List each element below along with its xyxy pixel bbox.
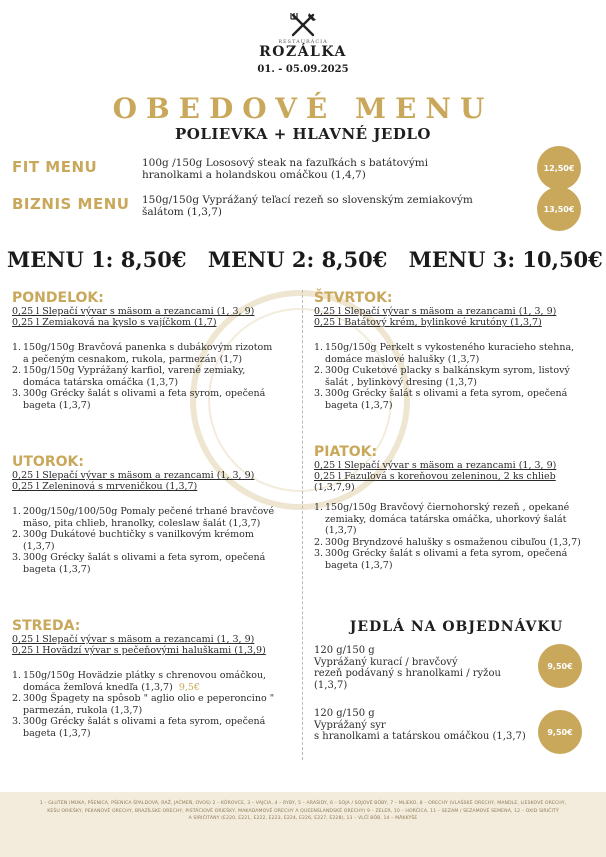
dish-list <box>314 502 599 571</box>
soup-item: 0,25 l Fazuľová s koreňovou zeleninou, 2 ks chlieb <box>314 471 556 482</box>
soup-item: 0,25 l Slepačí vývar s mäsom a rezancami (1, 3, 9) <box>314 460 557 471</box>
day-section-piatok <box>314 444 599 571</box>
dish-item: 3. 300g Grécky šalát s olivami a feta syrom, opečená bageta (1,3,7) <box>12 552 266 575</box>
dish-item: 1. 150g/150g Hovädzie plátky s chrenovou omáčkou, domáca žemľová knedľa (1,3,7) 9,5€ <box>12 670 267 693</box>
crossed-fork-knife-icon <box>287 12 319 38</box>
dish-list <box>12 342 297 411</box>
column-divider <box>302 290 303 760</box>
dish-item: 2. 300g Špagety na spôsob " aglio olio e peperoncino " parmezán, rukola (1,3,7) <box>12 693 275 716</box>
day-title: STREDA: <box>12 618 81 634</box>
dish-item: 2. 300g Dukátové buchtičky s vanilkovým krémom (1,3,7) <box>12 529 254 552</box>
brand-subtitle: RESTAURÁCIA <box>278 39 328 45</box>
order-item: 120 g/150 g Vyprážaný syr s hranolkami a tatárskou omáčkou (1,3,7) <box>314 708 526 742</box>
order-item-price: 9,50€ <box>538 710 582 754</box>
menu-3-price: MENU 3: 10,50€ <box>408 247 603 272</box>
dish-list <box>12 670 297 739</box>
day-title: PONDELOK: <box>12 290 104 306</box>
fit-menu-price: 12,50€ <box>537 146 581 190</box>
dish-price: 9,5€ <box>178 681 200 693</box>
dish-list <box>314 342 599 411</box>
dish-item: 2. 300g Bryndzové halušky s osmaženou cibuľou (1,3,7) <box>314 536 581 548</box>
fit-menu-description: 100g /150g Lososový steak na fazuľkách s batátovými hranolkami a holandskou omáčkou (1,4,7) <box>142 157 429 181</box>
day-section-streda <box>12 618 297 739</box>
dish-list <box>12 506 297 575</box>
dish-item: 1. 150g/150g Bravčový čiernohorský rezeň , opekané zemiaky, domáca tatárska omáčka, uhorkový šalát (1,3,7) <box>314 502 570 536</box>
day-title: ŠTVRTOK: <box>314 290 393 306</box>
dish-item: 3. 300g Grécky šalát s olivami a feta syrom, opečená bageta (1,3,7) <box>12 716 266 739</box>
soup-item: 0,25 l Batátový krém, bylinkové krutóny (1,3,7) <box>314 317 542 328</box>
soup-allergens: (1,3,7,9) <box>314 482 355 493</box>
soup-item: 0,25 l Hovädzí vývar s pečeňovými haluškami (1,3,9) <box>12 645 266 656</box>
day-title: PIATOK: <box>314 444 378 460</box>
dish-item: 1. 150g/150g Perkelt s vykosteného kuracieho stehna, domáce maslové halušky (1,3,7) <box>314 342 575 365</box>
menu-prices-row <box>0 247 606 272</box>
dish-item: 3. 300g Grécky šalát s olivami a feta syrom, opečená bageta (1,3,7) <box>12 388 266 411</box>
dish-item: 2. 150g/150g Vyprážaný karfiol, varené zemiaky, domáca tatárska omáčka (1,3,7) <box>12 365 246 388</box>
menu-dates: 01. - 05.09.2025 <box>257 64 349 75</box>
soup-item: 0,25 l Slepačí vývar s mäsom a rezancami (1, 3, 9) <box>12 634 255 645</box>
fit-menu-label: FIT MENU <box>12 158 98 176</box>
dish-item: 1. 200g/150g/100/50g Pomaly pečené trhané bravčové mäso, pita chlieb, hranolky, coleslaw šalát (1,3,7) <box>12 506 275 529</box>
soup-item: 0,25 l Zemiaková na kyslo s vajíčkom (1,7) <box>12 317 217 328</box>
biznis-menu-label: BIZNIS MENU <box>12 195 130 213</box>
allergen-legend: 1 – GLUTÉN (MÚKA, PŠENICA, PŠENICA ŠPALDOVÁ, RAŽ, JAČMEŇ, OVOS) 2 – KÔROVCE, 3 – VAJCIA, 4 – RYBY, 5 – ARAŠIDY, 6 – SÓJA / SÓJOVÉ BÔBY, 7 – MLIEKO, 8 – ORECHY (VLAŠSKÉ ORECHY, MANDLE, LIESKOVÉ ORECHY, KEŠU ORIEŠKY, PEKANOVÉ ORECHY, BRAZÍLSKE ORECHY, PISTÁCIOVÉ ORIEŠKY, MAKADAMOVÉ ORECHY A QUEENSLANDSKÉ ORECHY) 9 – ZELER, 10 – HORČICA, 11 – SEZAM / SEZAMOVÉ SEMENÁ, 12 – OXID SIRIČITÝ A SIRIČITANY (E220, E221, E222, E223, E224, E226, E227, E228), 13 – VLČÍ BÔB, 14 – MÄKKÝŠE <box>39 801 567 821</box>
order-item-price: 9,50€ <box>538 644 582 688</box>
menu-2-price: MENU 2: 8,50€ <box>207 247 388 272</box>
menu-subtitle: POLIEVKA + HLAVNÉ JEDLO <box>175 125 431 143</box>
order-item: 120 g/150 g Vyprážaný kurací / bravčový rezeň podávaný s hranolkami / ryžou (1,3,7) <box>314 645 501 691</box>
menu-title: OBEDOVÉ MENU <box>112 92 494 125</box>
dish-item: 3. 300g Grécky šalát s olivami a feta syrom, opečená bageta (1,3,7) <box>314 548 568 571</box>
dish-item: 2. 300g Cuketové placky s balkánskym syrom, listový šalát , bylinkový dresing (1,3,7) <box>314 365 570 388</box>
dish-item: 3. 300g Grécky šalát s olivami a feta syrom, opečená bageta (1,3,7) <box>314 388 568 411</box>
soup-item: 0,25 l Zeleninová s mrveničkou (1,3,7) <box>12 481 198 492</box>
day-section-stvrtok <box>314 290 599 411</box>
dish-item: 1. 150g/150g Bravčová panenka s dubákovým rizotom a pečeným cesnakom, rukola, parmezán (1,7) <box>12 342 273 365</box>
soup-item: 0,25 l Slepačí vývar s mäsom a rezancami (1, 3, 9) <box>12 470 255 481</box>
soup-item: 0,25 l Slepačí vývar s mäsom a rezancami (1, 3, 9) <box>12 306 255 317</box>
day-section-utorok <box>12 454 297 575</box>
day-section-pondelok <box>12 290 297 411</box>
biznis-menu-description: 150g/150g Vyprážaný teľací rezeň so slovenským zemiakovým šalátom (1,3,7) <box>142 194 473 218</box>
order-section-title: JEDLÁ NA OBJEDNÁVKU <box>349 619 564 635</box>
biznis-menu-price: 13,50€ <box>537 187 581 231</box>
day-title: UTOROK: <box>12 454 84 470</box>
restaurant-name: ROZÁLKA <box>259 44 347 60</box>
menu-1-price: MENU 1: 8,50€ <box>7 247 187 272</box>
soup-item: 0,25 l Slepačí vývar s mäsom a rezancami (1, 3, 9) <box>314 306 557 317</box>
